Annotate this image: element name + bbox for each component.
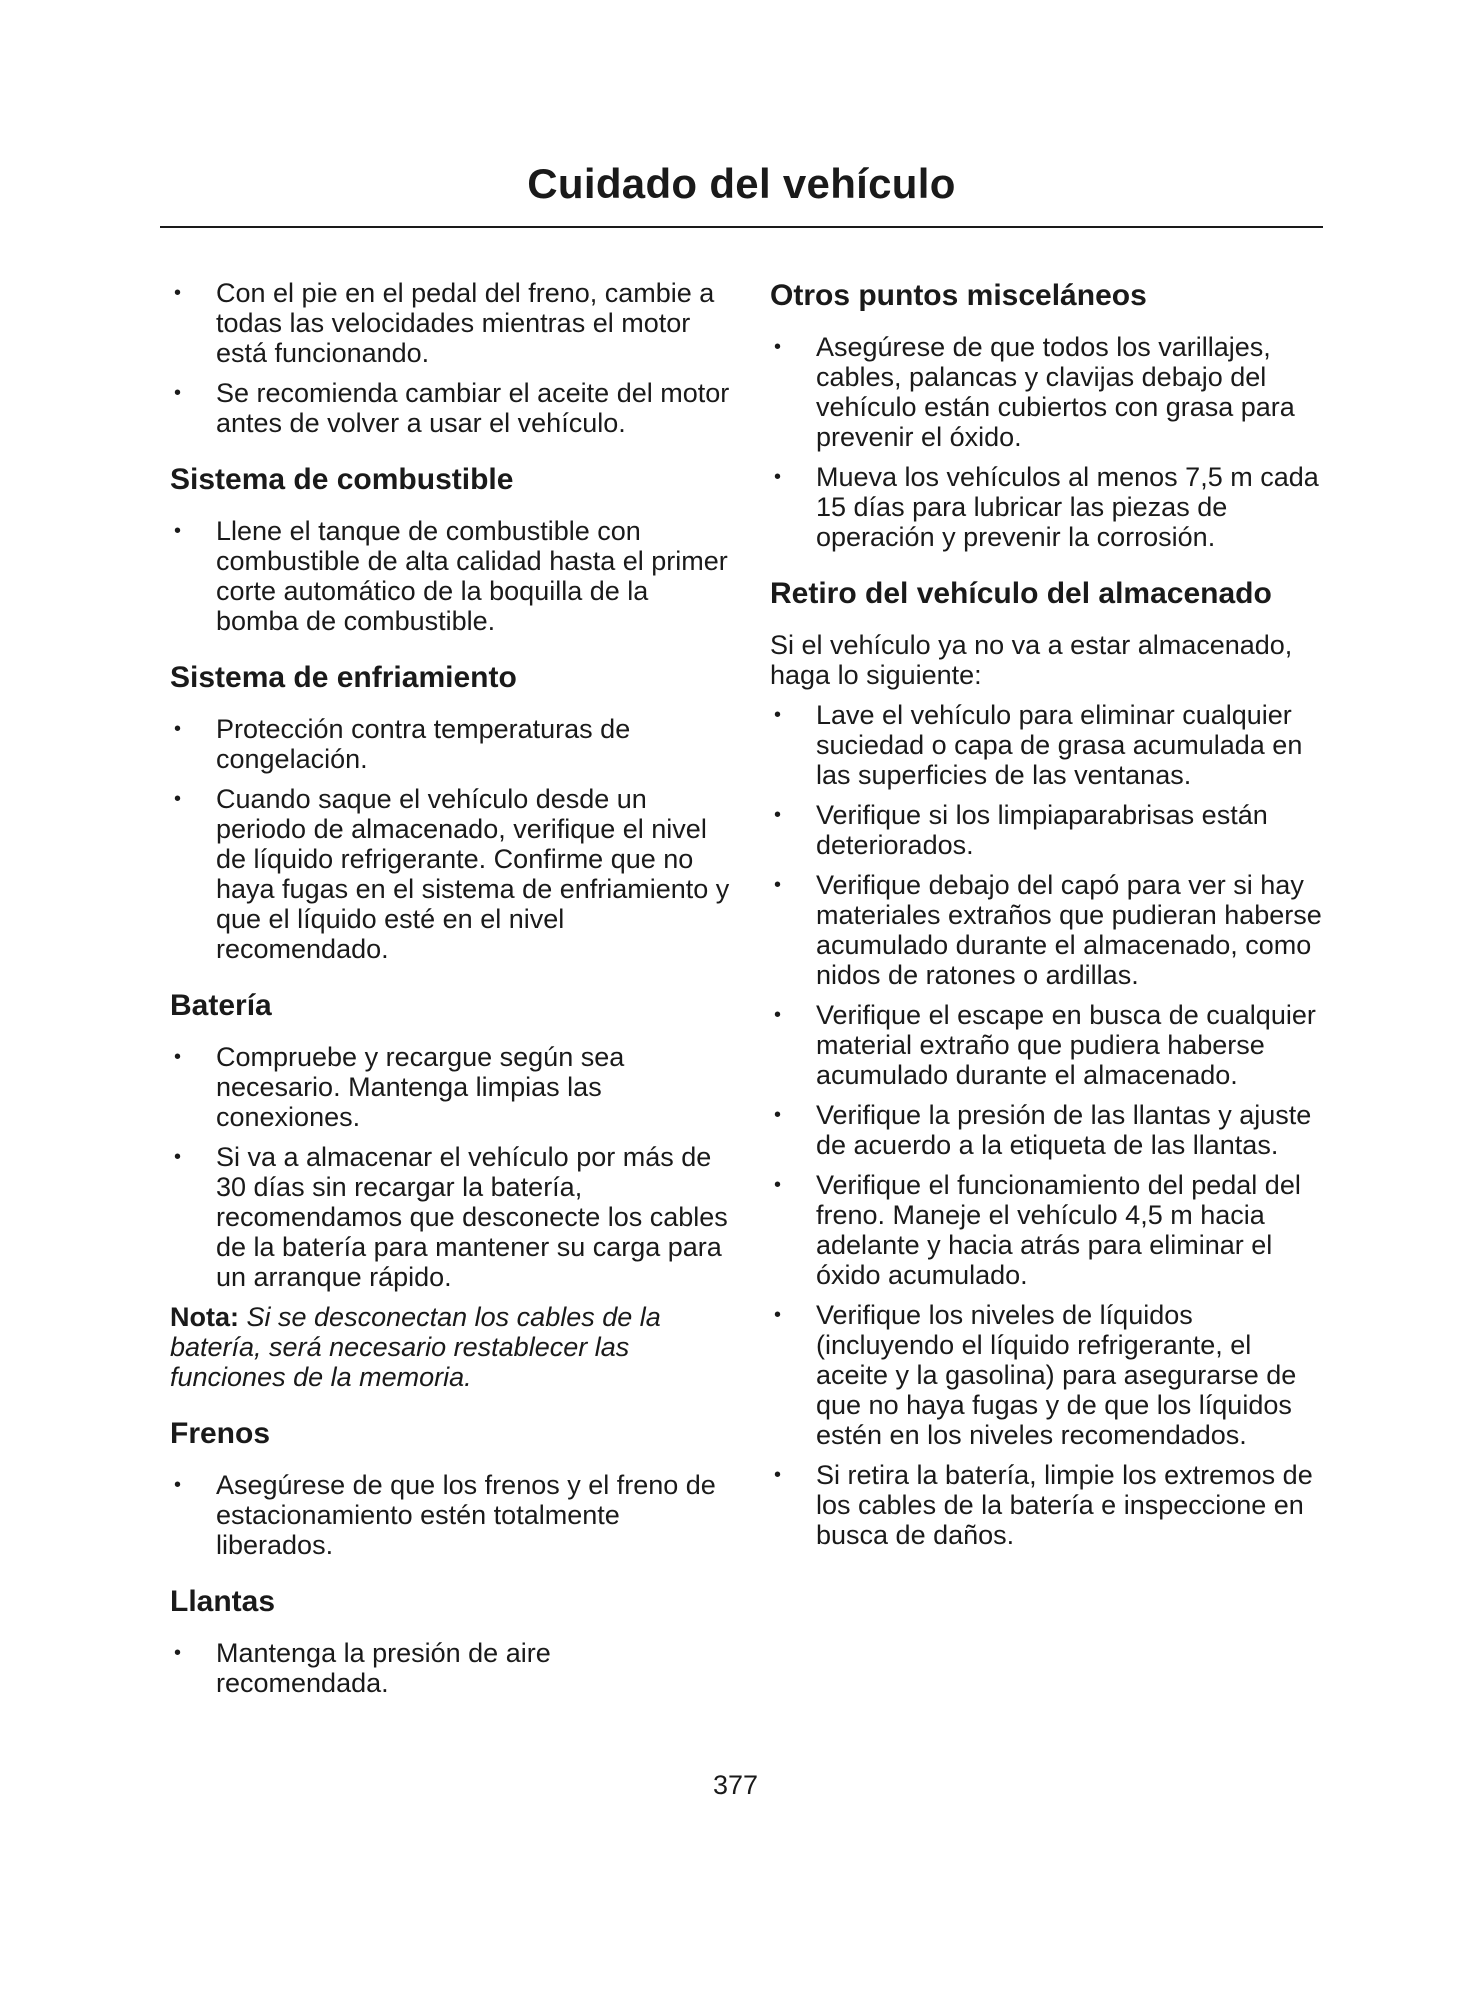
list-item: • Cuando saque el vehículo desde un periodo de almacenado, verifique el nivel de líquido refrigerante. Confirme que no haya fugas en el sistema de enfriamiento y que el líquido esté en el nivel recomendado. — [174, 784, 730, 964]
bullet-icon: • — [174, 382, 182, 404]
intro-list — [170, 278, 730, 438]
section-fuel-system — [170, 462, 730, 636]
section-battery — [170, 988, 730, 1392]
note-text: Si se desconectan los cables de la batería, será necesario restablecer las funciones de la memoria. — [170, 1302, 661, 1392]
bullet-icon: • — [174, 718, 182, 740]
section-tires — [170, 1584, 730, 1698]
section-brakes — [170, 1416, 730, 1560]
list-item: • Asegúrese de que los frenos y el freno de estacionamiento estén totalmente liberados. — [174, 1470, 716, 1560]
title-divider — [160, 226, 1323, 228]
bullet-icon: • — [174, 282, 182, 304]
cooling-list — [170, 714, 730, 964]
tires-list — [170, 1638, 730, 1698]
left-column — [170, 278, 730, 1722]
section-heading: Otros puntos misceláneos — [770, 279, 1147, 312]
note-label: Nota: — [170, 1302, 239, 1332]
bullet-icon: • — [774, 1104, 782, 1126]
bullet-icon: • — [774, 1004, 782, 1026]
list-item: • Mantenga la presión de aire recomendada. — [174, 1638, 551, 1698]
list-item: • Verifique el funcionamiento del pedal del freno. Maneje el vehículo 4,5 m hacia adelante y hacia atrás para eliminar el óxido acumulado. — [774, 1170, 1301, 1290]
list-item: • Asegúrese de que todos los varillajes, cables, palancas y clavijas debajo del vehículo están cubiertos con grasa para prevenir el óxido. — [774, 332, 1295, 452]
section-misc — [770, 278, 1330, 552]
bullet-icon: • — [774, 466, 782, 488]
list-item: • Verifique si los limpiaparabrisas están deteriorados. — [774, 800, 1268, 860]
bullet-icon: • — [174, 1046, 182, 1068]
bullet-icon: • — [774, 704, 782, 726]
page-title: Cuidado del vehículo — [527, 160, 956, 207]
section-intro-paragraph: Si el vehículo ya no va a estar almacenado, haga lo siguiente: — [770, 630, 1293, 690]
bullet-icon: • — [774, 804, 782, 826]
misc-list — [770, 332, 1330, 552]
list-item: • Protección contra temperaturas de congelación. — [174, 714, 631, 774]
section-heading: Sistema de combustible — [170, 463, 514, 496]
list-item: • Mueva los vehículos al menos 7,5 m cada 15 días para lubricar las piezas de operación y prevenir la corrosión. — [774, 462, 1319, 552]
list-item: • Compruebe y recargue según sea necesario. Mantenga limpias las conexiones. — [174, 1042, 625, 1132]
section-heading: Llantas — [170, 1585, 276, 1618]
section-heading: Frenos — [170, 1417, 271, 1450]
list-item: • Con el pie en el pedal del freno, cambie a todas las velocidades mientras el motor está funcionando. — [174, 278, 715, 368]
list-item: • Verifique el escape en busca de cualquier material extraño que pudiera haberse acumulado durante el almacenado. — [774, 1000, 1316, 1090]
bullet-icon: • — [774, 1464, 782, 1486]
bullet-icon: • — [774, 1174, 782, 1196]
bullet-icon: • — [774, 336, 782, 358]
bullet-icon: • — [774, 1304, 782, 1326]
brakes-list — [170, 1470, 730, 1560]
bullet-icon: • — [174, 1474, 182, 1496]
list-item: • Llene el tanque de combustible con combustible de alta calidad hasta el primer corte automático de la boquilla de la bomba de combustible. — [174, 516, 728, 636]
bullet-icon: • — [774, 874, 782, 896]
fuel-list — [170, 516, 730, 636]
list-item: • Verifique la presión de las llantas y ajuste de acuerdo a la etiqueta de las llantas. — [774, 1100, 1312, 1160]
section-heading: Batería — [170, 989, 272, 1022]
list-item: • Si va a almacenar el vehículo por más de 30 días sin recargar la batería, recomendamos que desconecte los cables de la batería para mantener su carga para un arranque rápido. — [174, 1142, 728, 1292]
bullet-icon: • — [174, 520, 182, 542]
battery-note — [170, 1302, 730, 1392]
bullet-icon: • — [174, 1642, 182, 1664]
section-cooling-system — [170, 660, 730, 964]
page-number: 377 — [712, 1770, 759, 1800]
right-column — [770, 278, 1330, 1574]
list-item: • Se recomienda cambiar el aceite del motor antes de volver a usar el vehículo. — [174, 378, 730, 438]
list-item: • Verifique debajo del capó para ver si hay materiales extraños que pudieran haberse acumulado durante el almacenado, como nidos de ratones o ardillas. — [774, 870, 1322, 990]
list-item: • Verifique los niveles de líquidos (incluyendo el líquido refrigerante, el aceite y la gasolina) para asegurarse de que no haya fugas y de que los líquidos estén en los niveles recomendados. — [774, 1300, 1297, 1450]
section-storage-removal — [770, 576, 1330, 1550]
section-heading: Sistema de enfriamiento — [170, 661, 517, 694]
battery-list — [170, 1042, 730, 1292]
list-item: • Lave el vehículo para eliminar cualquier suciedad o capa de grasa acumulada en las superficies de las ventanas. — [774, 700, 1303, 790]
removal-list — [770, 700, 1330, 1550]
bullet-icon: • — [174, 1146, 182, 1168]
section-heading: Retiro del vehículo del almacenado — [770, 577, 1272, 610]
bullet-icon: • — [174, 788, 182, 810]
list-item: • Si retira la batería, limpie los extremos de los cables de la batería e inspeccione en busca de daños. — [774, 1460, 1313, 1550]
section-intro — [170, 278, 730, 438]
